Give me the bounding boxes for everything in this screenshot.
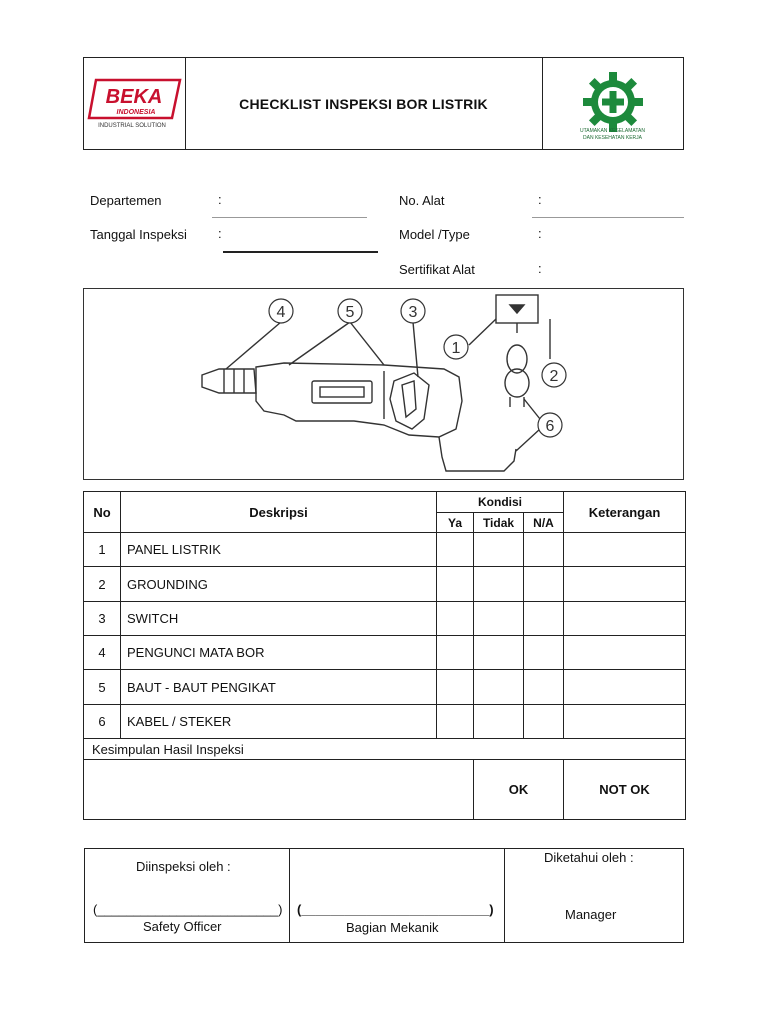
check-tidak[interactable] [474, 533, 524, 567]
check-tidak[interactable] [474, 705, 524, 739]
header-keterangan: Keterangan [564, 492, 686, 533]
company-logo [84, 58, 186, 149]
row-desc: GROUNDING [121, 567, 437, 602]
k3-emblem [542, 58, 683, 149]
row-no: 6 [84, 705, 121, 739]
known-by-label: Diketahui oleh : [544, 850, 634, 865]
label-tanggal-inspeksi: Tanggal Inspeksi [90, 227, 187, 242]
row-desc: BAUT - BAUT PENGIKAT [121, 670, 437, 705]
keterangan-cell[interactable] [564, 670, 686, 705]
table-row [84, 602, 686, 636]
k3-caption: UTAMAKAN KESELAMATAN DAN KESEHATAN KERJA [579, 128, 645, 141]
table-row [84, 636, 686, 670]
diagram-label: 4 [276, 304, 286, 321]
colon: : [218, 192, 222, 207]
signature-mechanic [289, 849, 505, 942]
table-row [84, 567, 686, 602]
drill-diagram [83, 288, 684, 480]
signature-inspector [85, 849, 290, 942]
row-no: 4 [84, 636, 121, 670]
row-desc: KABEL / STEKER [121, 705, 437, 739]
bagian-mekanik-label: Bagian Mekanik [346, 920, 439, 935]
row-desc: PENGUNCI MATA BOR [121, 636, 437, 670]
document-header [83, 57, 684, 150]
check-ya[interactable] [437, 705, 474, 739]
diagram-label: 2 [549, 368, 559, 385]
diagram-label: 6 [545, 418, 555, 435]
check-ya[interactable] [437, 567, 474, 602]
field-line-departemen[interactable] [212, 217, 367, 218]
signature-line[interactable]: (_________________________) [93, 902, 283, 917]
label-sertifikat-alat: Sertifikat Alat [399, 262, 475, 277]
diagram-label: 5 [345, 304, 355, 321]
electric-drill-illustration [84, 289, 683, 479]
check-ya[interactable] [437, 602, 474, 636]
check-na[interactable] [524, 636, 564, 670]
inspected-by-label: Diinspeksi oleh : [136, 859, 231, 874]
check-na[interactable] [524, 567, 564, 602]
check-tidak[interactable] [474, 670, 524, 705]
keterangan-cell[interactable] [564, 705, 686, 739]
check-na[interactable] [524, 602, 564, 636]
row-desc: SWITCH [121, 602, 437, 636]
safety-officer-label: Safety Officer [143, 919, 222, 934]
signature-block [84, 848, 684, 943]
header-ya: Ya [437, 513, 474, 533]
check-na[interactable] [524, 533, 564, 567]
check-tidak[interactable] [474, 567, 524, 602]
svg-text:INDUSTRIAL SOLUTION: INDUSTRIAL SOLUTION [98, 123, 166, 129]
colon: : [218, 226, 222, 241]
table-row [84, 670, 686, 705]
label-model-type: Model /Type [399, 227, 470, 242]
result-ok[interactable]: OK [474, 760, 564, 820]
svg-text:BEKA: BEKA [105, 86, 163, 108]
keterangan-cell[interactable] [564, 602, 686, 636]
label-no-alat: No. Alat [399, 193, 445, 208]
table-row [84, 705, 686, 739]
check-na[interactable] [524, 670, 564, 705]
keterangan-cell[interactable] [564, 533, 686, 567]
diagram-label: 1 [451, 340, 461, 357]
header-tidak: Tidak [474, 513, 524, 533]
header-kondisi: Kondisi [437, 492, 564, 513]
check-tidak[interactable] [474, 602, 524, 636]
check-na[interactable] [524, 705, 564, 739]
header-na: N/A [524, 513, 564, 533]
signature-manager [504, 849, 683, 942]
row-desc: PANEL LISTRIK [121, 533, 437, 567]
row-no: 1 [84, 533, 121, 567]
keterangan-cell[interactable] [564, 636, 686, 670]
beka-logo-icon [84, 58, 185, 151]
header-deskripsi: Deskripsi [121, 492, 437, 533]
check-tidak[interactable] [474, 636, 524, 670]
header-no: No [84, 492, 121, 533]
keterangan-cell[interactable] [564, 567, 686, 602]
page-title: CHECKLIST INSPEKSI BOR LISTRIK [185, 58, 543, 149]
check-ya[interactable] [437, 533, 474, 567]
row-no: 3 [84, 602, 121, 636]
row-no: 2 [84, 567, 121, 602]
signature-line[interactable]: (__________________________) [297, 902, 494, 917]
check-ya[interactable] [437, 670, 474, 705]
table-row [84, 533, 686, 567]
result-not-ok[interactable]: NOT OK [564, 760, 686, 820]
colon: : [538, 226, 542, 241]
check-ya[interactable] [437, 636, 474, 670]
kesimpulan-notes[interactable] [84, 760, 474, 820]
kesimpulan-label: Kesimpulan Hasil Inspeksi [84, 739, 686, 760]
inspection-table [83, 491, 686, 820]
colon: : [538, 192, 542, 207]
field-line-tanggal[interactable] [223, 251, 378, 253]
manager-label: Manager [565, 907, 617, 922]
field-line-no-alat[interactable] [532, 217, 684, 218]
svg-text:INDONESIA: INDONESIA [116, 109, 156, 116]
colon: : [538, 261, 542, 276]
row-no: 5 [84, 670, 121, 705]
label-departemen: Departemen [90, 193, 162, 208]
diagram-label: 3 [408, 304, 418, 321]
